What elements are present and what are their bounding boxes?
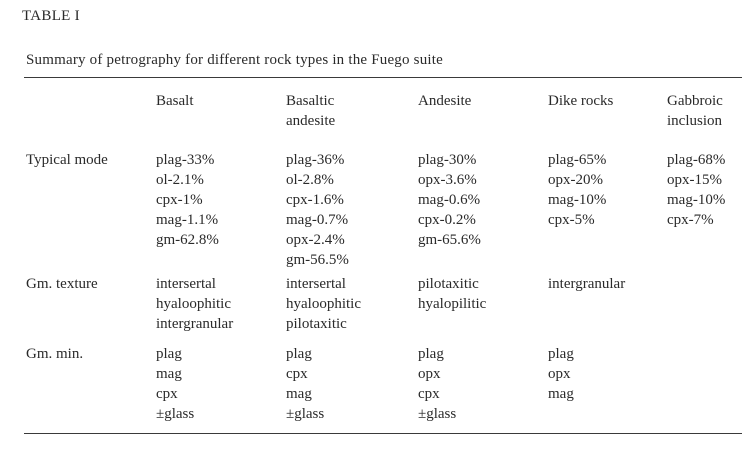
cell-gm-texture-basaltic-andesite: [286, 274, 361, 334]
row-label-typical-mode: Typical mode: [26, 152, 108, 168]
cell-line: mag: [286, 386, 312, 402]
cell-line: opx-15%: [667, 172, 722, 188]
cell-gm-min-andesite: [418, 344, 456, 424]
cell-line: ol-2.1%: [156, 172, 204, 188]
cell-line: cpx-1%: [156, 192, 203, 208]
cell-typical-mode-dike-rocks: [548, 150, 606, 230]
cell-gm-min-basaltic-andesite: [286, 344, 324, 424]
cell-line: gm-65.6%: [418, 232, 481, 248]
cell-gm-texture-dike-rocks: [548, 274, 625, 294]
cell-line: mag: [156, 366, 182, 382]
column-header-dike-rocks: [548, 91, 613, 111]
cell-line: mag-0.7%: [286, 212, 349, 228]
column-header-line: Gabbroic: [667, 93, 723, 109]
cell-line: opx-20%: [548, 172, 603, 188]
cell-gm-min-basalt: [156, 344, 194, 424]
column-header-line: Dike rocks: [548, 93, 614, 109]
cell-line: hyalopilitic: [418, 296, 487, 312]
column-header-basalt: [156, 91, 194, 111]
cell-typical-mode-andesite: [418, 150, 481, 250]
cell-line: plag-68%: [667, 152, 726, 168]
column-header-andesite: [418, 91, 471, 111]
cell-typical-mode-basalt: [156, 150, 219, 250]
cell-line: ±glass: [156, 406, 195, 422]
cell-line: hyaloophitic: [156, 296, 231, 312]
row-label-gm-texture: Gm. texture: [26, 276, 98, 292]
cell-line: mag-1.1%: [156, 212, 219, 228]
cell-line: plag: [286, 346, 312, 362]
bottom-rule: [24, 433, 742, 434]
cell-line: plag: [156, 346, 182, 362]
cell-line: cpx-1.6%: [286, 192, 344, 208]
column-header-line: inclusion: [667, 113, 722, 129]
cell-line: mag-10%: [548, 192, 607, 208]
cell-line: opx-3.6%: [418, 172, 477, 188]
cell-line: plag-33%: [156, 152, 215, 168]
cell-line: plag-30%: [418, 152, 477, 168]
cell-typical-mode-gabbroic-inclusion: [667, 150, 725, 230]
cell-line: cpx: [286, 366, 308, 382]
cell-line: mag: [548, 386, 574, 402]
cell-line: opx: [548, 366, 571, 382]
cell-line: gm-56.5%: [286, 252, 349, 268]
table-caption: Summary of petrography for different rock types in the Fuego suite: [26, 52, 443, 68]
row-label-gm-min: Gm. min.: [26, 346, 84, 362]
cell-line: cpx-7%: [667, 212, 714, 228]
cell-line: plag: [418, 346, 444, 362]
cell-line: pilotaxitic: [418, 276, 479, 292]
column-header-basaltic-andesite: [286, 91, 335, 131]
cell-line: cpx: [418, 386, 440, 402]
column-header-line: Basalt: [156, 93, 194, 109]
cell-line: cpx: [156, 386, 178, 402]
cell-line: plag-65%: [548, 152, 607, 168]
cell-line: ±glass: [286, 406, 325, 422]
cell-line: pilotaxitic: [286, 316, 347, 332]
cell-line: ol-2.8%: [286, 172, 334, 188]
top-rule: [24, 77, 742, 78]
column-header-line: Andesite: [418, 93, 472, 109]
cell-typical-mode-basaltic-andesite: [286, 150, 349, 270]
cell-line: plag-36%: [286, 152, 345, 168]
cell-gm-min-dike-rocks: [548, 344, 574, 404]
cell-gm-texture-andesite: [418, 274, 486, 314]
cell-gm-texture-basalt: [156, 274, 233, 334]
cell-line: mag-0.6%: [418, 192, 481, 208]
cell-line: ±glass: [418, 406, 457, 422]
column-header-gabbroic-inclusion: [667, 91, 723, 131]
cell-line: cpx-5%: [548, 212, 595, 228]
cell-line: mag-10%: [667, 192, 726, 208]
cell-line: intersertal: [286, 276, 346, 292]
cell-line: opx-2.4%: [286, 232, 345, 248]
column-header-line: Basaltic: [286, 93, 335, 109]
cell-line: intergranular: [156, 316, 234, 332]
cell-line: opx: [418, 366, 441, 382]
cell-line: plag: [548, 346, 574, 362]
cell-line: hyaloophitic: [286, 296, 361, 312]
column-header-line: andesite: [286, 113, 336, 129]
cell-line: intersertal: [156, 276, 216, 292]
cell-line: intergranular: [548, 276, 626, 292]
table-number: TABLE I: [22, 8, 80, 24]
cell-line: cpx-0.2%: [418, 212, 476, 228]
cell-line: gm-62.8%: [156, 232, 219, 248]
